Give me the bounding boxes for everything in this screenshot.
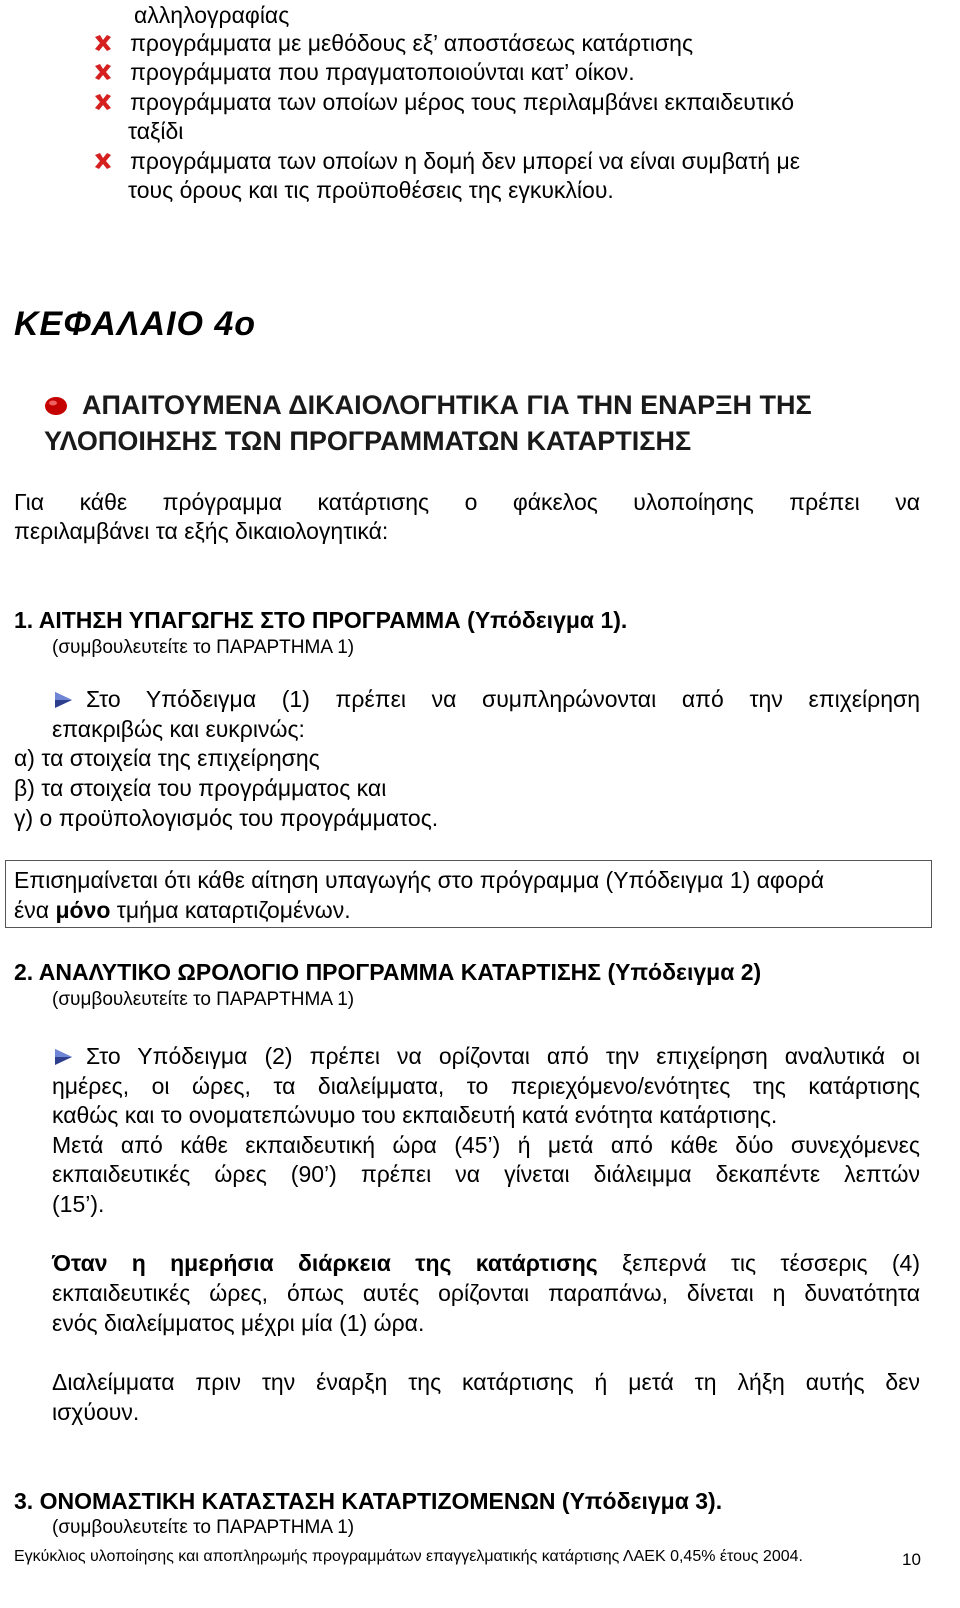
intro-paragraph: Για κάθε πρόγραμμα κατάρτισης ο φάκελος υλοποίησης πρέπει να: [14, 489, 920, 515]
list-item: προγράμματα των οποίων η δομή δεν μπορεί να είναι συμβατή με: [130, 148, 800, 174]
page-number: 10: [902, 1550, 921, 1569]
emphasis-only: μόνο: [55, 897, 111, 923]
footer-text: Εγκύκλιος υλοποίησης και αποπληρωμής προγραμμάτων επαγγελματικής κατάρτισης ΛΑΕΚ 0,45% έτους 2004.: [14, 1548, 803, 1565]
list-item: προγράμματα των οποίων μέρος τους περιλαμβάνει εκπαιδευτικό: [130, 89, 795, 115]
item-3-note: (συμβουλευτείτε το ΠΑΡΑΡΤΗΜΑ 1): [52, 1517, 355, 1538]
item-1-list-c: γ) ο προϋπολογισμός του προγράμματος.: [14, 805, 439, 831]
x-mark-icon: [92, 32, 114, 54]
section-heading: ΑΠΑΙΤΟΥΜΕΝΑ ΔΙΚΑΙΟΛΟΓΗΤΙΚΑ ΓΙΑ ΤΗΝ ΕΝΑΡΞΗ ΤΗΣ: [82, 390, 812, 420]
list-continuation: αλληλογραφίας: [134, 2, 290, 28]
note-box-line-2: ένα μόνο τμήμα καταρτιζομένων.: [14, 897, 351, 923]
arrow-bullet-icon: [52, 691, 74, 709]
x-mark-icon: [92, 150, 114, 172]
item-1-heading: 1. ΑΙΤΗΣΗ ΥΠΑΓΩΓΗΣ ΣΤΟ ΠΡΟΓΡΑΜΜΑ (Υπόδειγμα 1).: [14, 607, 628, 633]
list-item-continuation: ταξίδι: [128, 118, 184, 144]
item-1-paragraph-text: Στο Υπόδειγμα (1) πρέπει να συμπληρώνονται από την επιχείρηση: [86, 686, 920, 712]
item-2-paragraph-text: Στο Υπόδειγμα (2) πρέπει να ορίζονται από την επιχείρηση αναλυτικά οι: [86, 1043, 920, 1069]
red-bullet-icon: [44, 396, 68, 416]
item-2-paragraph-line: ημέρες, οι ώρες, τα διαλείμματα, το περιεχόμενο/ενότητες της κατάρτισης: [52, 1073, 920, 1099]
item-1-paragraph-continuation: επακριβώς και ευκρινώς:: [52, 716, 305, 742]
item-1-paragraph: [52, 684, 920, 714]
list-item-continuation: τους όρους και τις προϋποθέσεις της εγκυκλίου.: [128, 177, 614, 203]
item-2-paragraph-2: Όταν η ημερήσια διάρκεια της κατάρτισης ξεπερνά τις τέσσερις (4): [52, 1250, 921, 1276]
item-2-paragraph-2-line: εκπαιδευτικές ώρες, όπως αυτές ορίζονται παραπάνω, δίνεται η δυνατότητα: [52, 1280, 920, 1306]
item-2-paragraph-2-line: ενός διαλείμματος μέχρι μία (1) ώρα.: [52, 1310, 425, 1336]
arrow-bullet-icon: [52, 1048, 74, 1066]
intro-paragraph-continuation: περιλαμβάνει τα εξής δικαιολογητικά:: [14, 518, 389, 544]
item-1-list-a: α) τα στοιχεία της επιχείρησης: [14, 745, 320, 771]
x-mark-icon: [92, 61, 114, 83]
item-2-paragraph-line: (15’).: [52, 1191, 105, 1217]
list-item: προγράμματα που πραγματοποιούνται κατ’ οίκον.: [130, 59, 635, 85]
note-box-line-1: Επισημαίνεται ότι κάθε αίτηση υπαγωγής στο πρόγραμμα (Υπόδειγμα 1) αφορά: [14, 867, 825, 893]
item-2-paragraph-line: καθώς και το ονοματεπώνυμο του εκπαιδευτή κατά ενότητα κατάρτισης.: [52, 1102, 778, 1128]
item-2-paragraph-2-bold: Όταν η ημερήσια διάρκεια της κατάρτισης: [52, 1250, 598, 1276]
item-2-note: (συμβουλευτείτε το ΠΑΡΑΡΤΗΜΑ 1): [52, 989, 355, 1010]
item-3-heading: 3. ΟΝΟΜΑΣΤΙΚΗ ΚΑΤΑΣΤΑΣΗ ΚΑΤΑΡΤΙΖΟΜΕΝΩΝ (Υπόδειγμα 3).: [14, 1488, 723, 1514]
item-2-paragraph: [52, 1041, 920, 1071]
item-2-paragraph-line: εκπαιδευτικές ώρες (90’) πρέπει να γίνεται διάλειμμα δεκαπέντε λεπτών: [52, 1161, 920, 1187]
item-2-paragraph-line: Μετά από κάθε εκπαιδευτική ώρα (45’) ή μετά από κάθε δύο συνεχόμενες: [52, 1132, 920, 1158]
list-item: προγράμματα με μεθόδους εξ’ αποστάσεως κατάρτισης: [130, 30, 694, 56]
chapter-title: ΚΕΦΑΛΑΙΟ 4ο: [14, 305, 257, 343]
item-1-note: (συμβουλευτείτε το ΠΑΡΑΡΤΗΜΑ 1): [52, 637, 355, 658]
item-1-list-b: β) τα στοιχεία του προγράμματος και: [14, 775, 387, 801]
item-2-paragraph-3-line: ισχύουν.: [52, 1399, 140, 1425]
x-mark-icon: [92, 91, 114, 113]
section-heading-continuation: ΥΛΟΠΟΙΗΣΗΣ ΤΩΝ ΠΡΟΓΡΑΜΜΑΤΩΝ ΚΑΤΑΡΤΙΣΗΣ: [44, 426, 692, 456]
item-2-paragraph-3: Διαλείμματα πριν την έναρξη της κατάρτισης ή μετά τη λήξη αυτής δεν: [52, 1369, 920, 1395]
note-box: [5, 860, 932, 928]
item-2-heading: 2. ΑΝΑΛΥΤΙΚΟ ΩΡΟΛΟΓΙΟ ΠΡΟΓΡΑΜΜΑ ΚΑΤΑΡΤΙΣΗΣ (Υπόδειγμα 2): [14, 959, 762, 985]
